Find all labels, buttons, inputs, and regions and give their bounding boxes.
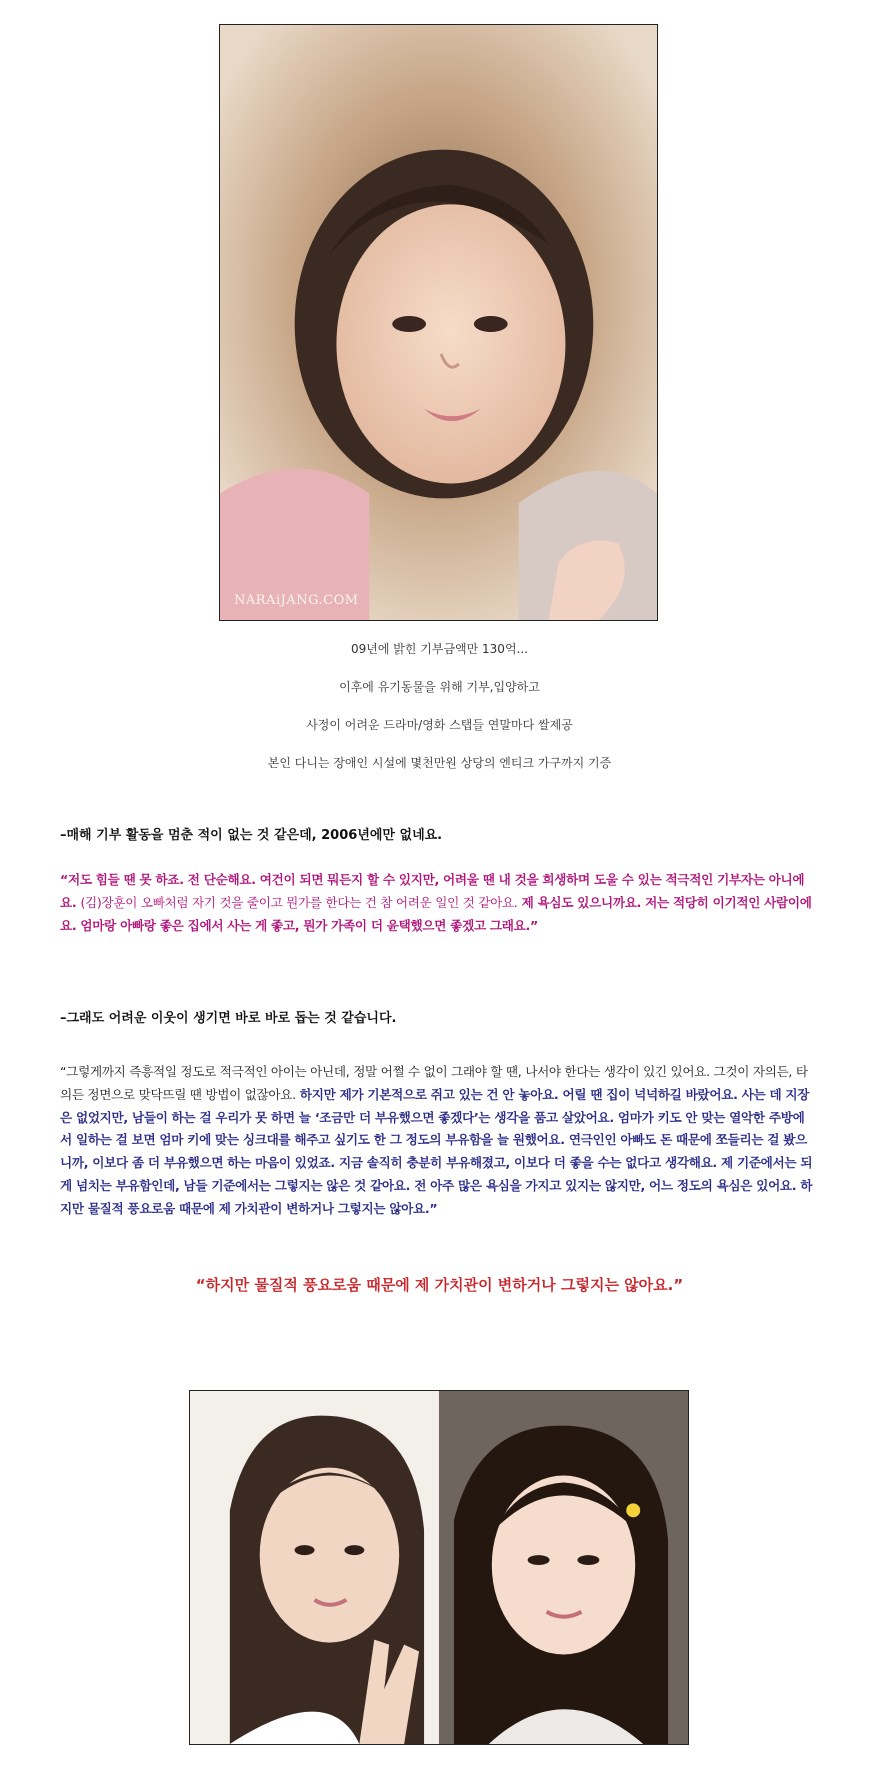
- answer-1-part-3: 제 욕심도 있으니까요. 저는 적당히 이기적인 사람이에요. 엄마랑 아빠랑 좋은 집에서 사는 게 좋고, 뭔가 가족이 더 윤택했으면 좋겠고 그래요.”: [60, 894, 812, 933]
- interview-answer-1: [60, 869, 815, 937]
- caption-rice-donation: 사정이 어려운 드라마/영화 스탭들 연말마다 쌀제공: [306, 718, 573, 732]
- photo-watermark: NARAiJANG.COM: [234, 593, 359, 608]
- answer-2-part-2: 하지만 제가 기본적으로 쥐고 있는 건 안 놓아요. 어릴 땐 집이 넉넉하길 바랐어요. 사는 데 지장은 없었지만, 남들이 하는 걸 우리가 못 하면 늘 ‘조금만 더 부유했으면 좋겠다’는 생각을 품고 살았어요. 엄마가 키도 안 맞는 열악한 주방에서 일하는 걸 보면 엄마 키에 맞는 싱크대를 해주고 싶기도 한 그 정도의 부유함을 늘 원했어요. 연극인인 아빠도 돈 때문에 쪼들리는 걸 봤으니까, 이보다 좀 더 부유했으면 하는 마음이 있었죠. 지금 솔직히 충분히 부유해졌고, 이보다 더 좋을 수는 없다고 생각해요. 제 기준에서는 되게 넘치는 부유함인데, 남들 기준에서는 그렇지는 않은 것 같아요. 전 아주 많은 욕심을 가지고 있지는 않지만, 어느 정도의 욕심은 있어요. 하지만 물질적 풍요로움 때문에 제 가치관이 변하거나 그렇지는 않아요.”: [60, 1086, 813, 1216]
- fur-hood-portrait-image: [220, 25, 657, 620]
- interview-question-1: –매해 기부 활동을 멈춘 적이 없는 것 같은데, 2006년에만 없네요.: [60, 828, 443, 843]
- answer-1-part-2: (김)장훈이 오빠처럼 자기 것을 줄이고 뭔가를 한다는 건 참 어려운 일인 것 같아요.: [80, 894, 518, 910]
- answer-2-part-1: “그렇게까지 즉흥적일 정도로 적극적인 아이는 아닌데, 정말 어쩔 수 없이 그래야 할 땐, 나서야 한다는 생각이 있긴 있어요. 그것이 자의든, 타의든 정면으로 맞닥뜨릴 땐 방법이 없잖아요.: [60, 1064, 808, 1102]
- pull-quote: “하지만 물질적 풍요로움 때문에 제 가치관이 변하거나 그렇지는 않아요.”: [195, 1276, 684, 1294]
- answer-1-part-1: “저도 힘들 땐 못 하죠. 전 단순해요. 여건이 되면 뭐든지 할 수 있지만, 어려울 땐 내 것을 희생하며 도울 수 있는 적극적인 기부자는 아니에요.: [60, 872, 805, 910]
- interview-answer-2: [60, 1061, 815, 1221]
- caption-donation-amount: 09년에 밝힌 기부금액만 130억...: [351, 642, 528, 656]
- selfies-image: [190, 1391, 688, 1744]
- two-selfies-photo: [189, 1390, 689, 1745]
- fur-hood-photo: [219, 24, 658, 621]
- caption-furniture-donation: 본인 다니는 장애인 시설에 몇천만원 상당의 엔티크 가구까지 기증: [267, 756, 612, 770]
- caption-animal-adoption: 이후에 유기동물을 위해 기부,입양하고: [339, 680, 540, 694]
- interview-question-2: –그래도 어려운 이웃이 생기면 바로 바로 돕는 것 같습니다.: [60, 1011, 397, 1026]
